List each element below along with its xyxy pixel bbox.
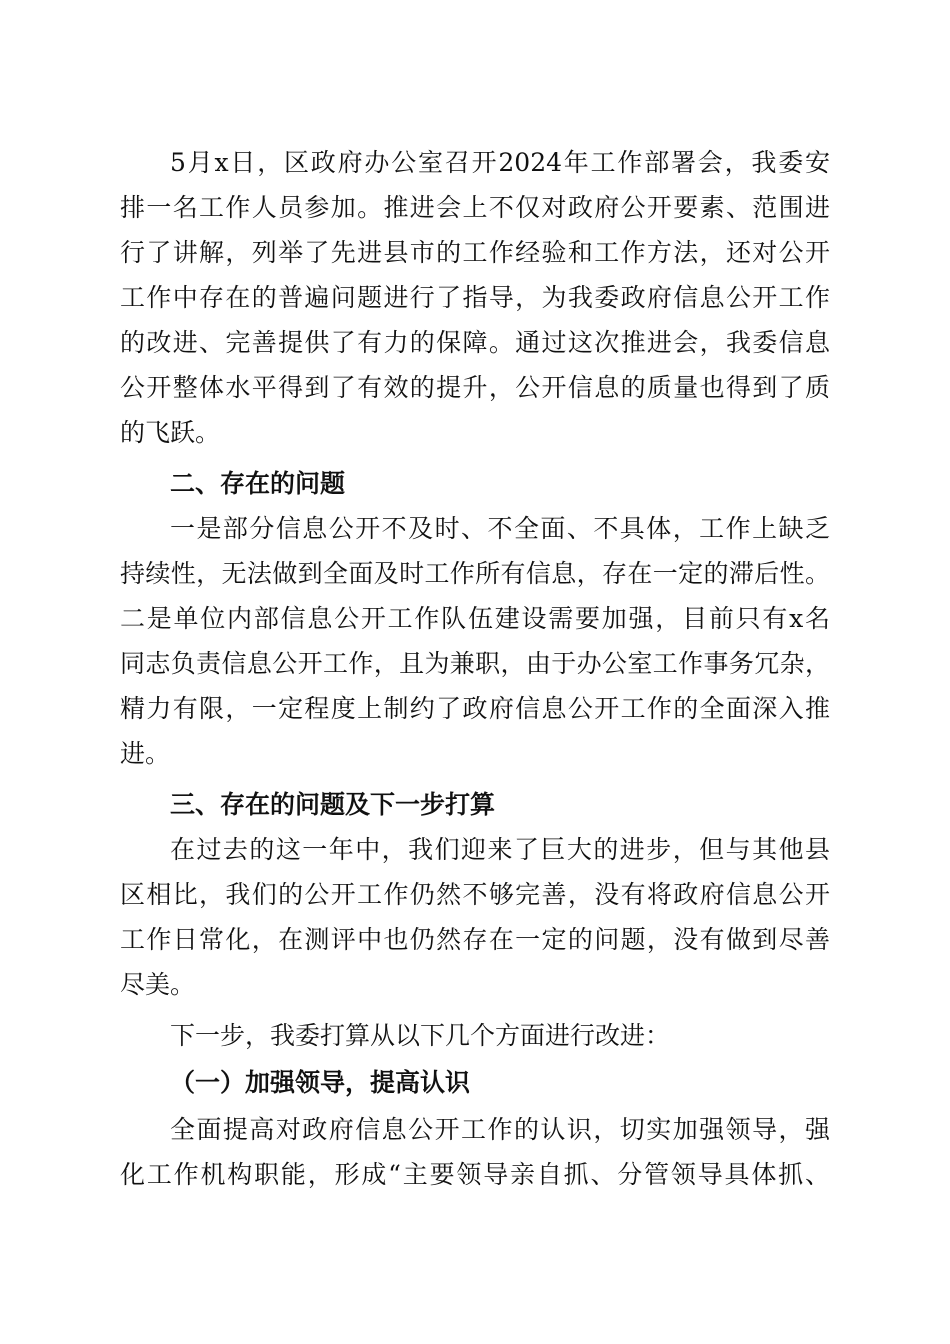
- paragraph-problems: [120, 506, 830, 776]
- text-line: 行了讲解，列举了先进县市的工作经验和工作方法，还对公开: [120, 238, 830, 267]
- section-heading-next-steps: 三、存在的问题及下一步打算: [170, 790, 496, 819]
- paragraph-plan-intro: 下一步，我委打算从以下几个方面进行改进：: [170, 1021, 671, 1050]
- text-line: 排一名工作人员参加。推进会上不仅对政府公开要素、范围进: [120, 193, 830, 222]
- section-heading-problems: 二、存在的问题: [170, 469, 346, 498]
- paragraph-leadership: [120, 1107, 830, 1197]
- text-line: 进。: [120, 739, 171, 768]
- document-body: [120, 140, 830, 1197]
- paragraph-meeting-summary: [120, 140, 830, 455]
- text-line: 工作中存在的普遍问题进行了指导，为我委政府信息公开工作: [120, 283, 830, 312]
- text-line: 同志负责信息公开工作，且为兼职，由于办公室工作事务冗杂，: [120, 649, 830, 678]
- text-line: 区相比，我们的公开工作仍然不够完善，没有将政府信息公开: [120, 880, 830, 909]
- text-line: 工作日常化，在测评中也仍然存在一定的问题，没有做到尽善: [120, 925, 830, 954]
- text-line: 一是部分信息公开不及时、不全面、不具体，工作上缺乏: [170, 514, 830, 543]
- text-line: 化工作机构职能，形成“主要领导亲自抓、分管领导具体抓、: [120, 1160, 830, 1189]
- text-line: 全面提高对政府信息公开工作的认识，切实加强领导，强: [170, 1115, 830, 1144]
- text-line: 持续性，无法做到全面及时工作所有信息，存在一定的滞后性。: [120, 559, 830, 588]
- text-line: 精力有限，一定程度上制约了政府信息公开工作的全面深入推: [120, 694, 830, 723]
- text-line: 在过去的这一年中，我们迎来了巨大的进步，但与其他县: [170, 835, 830, 864]
- paragraph-past-year: [120, 827, 830, 1007]
- text-line: 公开整体水平得到了有效的提升，公开信息的质量也得到了质: [120, 373, 830, 402]
- text-line: 二是单位内部信息公开工作队伍建设需要加强，目前只有x名: [120, 604, 830, 633]
- text-line: 的改进、完善提供了有力的保障。通过这次推进会，我委信息: [120, 328, 830, 357]
- text-line: 尽美。: [120, 970, 196, 999]
- text-line: 5月x日，区政府办公室召开2024年工作部署会，我委安: [170, 148, 830, 177]
- text-line: 的飞跃。: [120, 418, 221, 447]
- subheading-leadership: （一）加强领导，提高认识: [170, 1068, 471, 1097]
